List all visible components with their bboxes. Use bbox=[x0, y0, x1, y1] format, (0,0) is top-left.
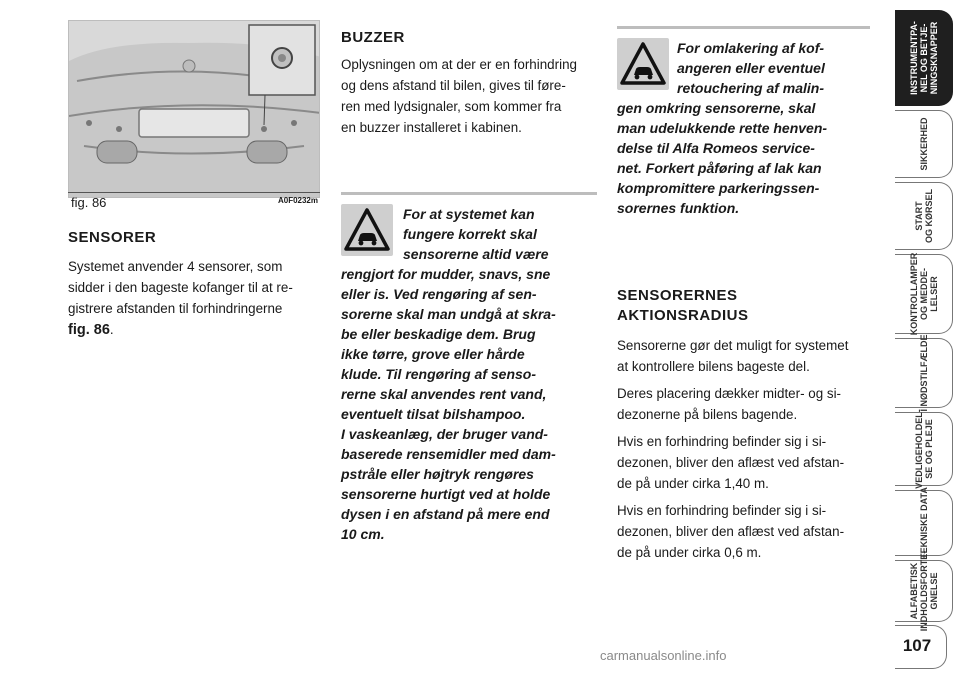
paragraph: Hvis en forhindring befinder sig i si- dezonen, bliver den aflæst ved afstan- de på under cirka 1,40 m. bbox=[617, 434, 845, 491]
rear-bumper-illustration bbox=[69, 21, 320, 198]
page-number: 107 bbox=[902, 636, 932, 655]
sensorer-body bbox=[68, 256, 320, 341]
figure-code: A0F0232m bbox=[277, 196, 318, 205]
buzzer-line: og dens afstand til bilen, gives til føre- bbox=[341, 78, 566, 93]
warning-paint-lead: For omlakering af kof- angeren eller eventuel retouchering af malin- bbox=[677, 40, 825, 96]
warning-divider bbox=[617, 26, 870, 29]
aktionsradius-heading: SENSORERNES AKTIONSRADIUS bbox=[617, 287, 749, 324]
sensorer-line: gistrere afstanden til forhindringerne bbox=[68, 301, 283, 316]
figure-caption bbox=[68, 192, 320, 212]
chapter-sidebar bbox=[887, 0, 960, 677]
warning-car-icon bbox=[341, 204, 393, 256]
figure-rear-bumper bbox=[68, 20, 320, 198]
buzzer-line: Oplysningen om at der er en forhindring bbox=[341, 57, 577, 72]
paragraph: Deres placering dækker midter- og si- dezonerne på bilens bagende. bbox=[617, 386, 841, 422]
tab-vedligeholdelse[interactable]: VEDLIGEHOLDEL- SE OG PLEJE bbox=[895, 412, 953, 486]
buzzer-line: ren med lydsignaler, som kommer fra bbox=[341, 99, 562, 114]
tab-kontrollamper[interactable]: KONTROLLAMPER OG MEDDE- LELSER bbox=[895, 254, 953, 334]
sensorer-line: fig. 86. bbox=[68, 322, 114, 338]
paragraph: Hvis en forhindring befinder sig i si- dezonen, bliver den aflæst ved afstan- de på under cirka 0,6 m. bbox=[617, 503, 845, 560]
buzzer-heading: BUZZER bbox=[341, 29, 405, 46]
tab-sikkerhed[interactable]: SIKKERHED bbox=[895, 110, 953, 178]
tab-nodstilfaelde[interactable]: I NØDSTILFÆLDE bbox=[895, 338, 953, 408]
sensorer-line: Systemet anvender 4 sensorer, som bbox=[68, 259, 283, 274]
warning-cleaning-lead: For at systemet kan fungere korrekt skal sensorerne altid være bbox=[403, 206, 549, 262]
warning-car-icon bbox=[617, 38, 669, 90]
sensorer-line: sidder i den bageste kofanger til at re- bbox=[68, 280, 293, 295]
figure-reference: fig. 86 bbox=[68, 322, 110, 338]
warning-divider bbox=[341, 192, 597, 195]
aktionsradius-body bbox=[617, 335, 870, 563]
tab-tekniske-data[interactable]: TEKNISKE DATA bbox=[895, 490, 953, 556]
tab-alfabetisk-indholdsfortegnelse[interactable]: ALFABETISK INDHOLDSFORTE- GNELSE bbox=[895, 560, 953, 622]
watermark: carmanualsonline.info bbox=[600, 648, 727, 663]
figure-label: fig. 86 bbox=[71, 195, 107, 210]
buzzer-line: en buzzer installeret i kabinen. bbox=[341, 120, 522, 135]
buzzer-body bbox=[341, 54, 597, 138]
paragraph: Sensorerne gør det muligt for systemet at kontrollere bilens bageste del. bbox=[617, 338, 849, 374]
tab-start-og-korsel[interactable]: START OG KØRSEL bbox=[895, 182, 953, 250]
tab-instrumentpanel[interactable]: INSTRUMENTPA- NEL OG BETJE- NINGSKNAPPER bbox=[895, 10, 953, 106]
sensorer-heading: SENSORER bbox=[68, 229, 157, 246]
warning-paint-body: gen omkring sensorerne, skal man udelukkende rette henven- delse til Alfa Romeos service- net. Forkert påføring af lak kan kompromittere parkeringssen- sorernes funktion. bbox=[617, 100, 828, 216]
warning-cleaning-body: rengjort for mudder, snavs, sne eller is. Ved rengøring af sen- sorerne skal man undgå at skra- be eller beskadige dem. Brug ikke tørre, grove eller hårde klude. Til rengøring af senso- rerne skal anvendes rent vand, eventuelt tilsat bilshampoo. I vaskeanlæg, der bruger vand- baserede rensemidler med dam- pstråle eller højtryk rengøres sensorerne hurtigt ved at holde dysen i en afstand på mere end 10 cm. bbox=[341, 266, 556, 542]
